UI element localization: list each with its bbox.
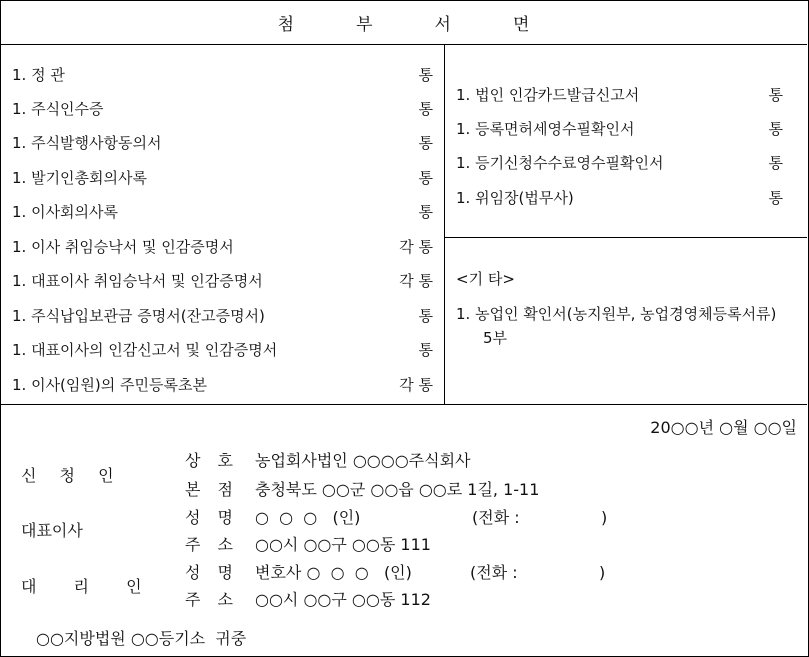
applicant-label: 신 청 인 xyxy=(21,466,114,485)
representative-phone: (전화 : ) xyxy=(472,508,608,527)
attachment-item: 1. 등록면허세영수필확인서 통 xyxy=(456,120,783,138)
attachment-item: 1. 이사(임원)의 주민등록초본 각 통 xyxy=(12,376,433,394)
representative-name-label: 성 명 xyxy=(185,508,233,527)
attachment-item: 1. 정 관 통 xyxy=(12,66,433,84)
title-divider xyxy=(0,44,807,45)
agent-phone: (전화 : ) xyxy=(470,563,606,582)
attachment-item: 1. 발기인총회의사록 통 xyxy=(12,169,433,187)
attachment-item: 1. 이사회의사록 통 xyxy=(12,203,433,221)
representative-address-label: 주 소 xyxy=(185,535,233,554)
company-name-label: 상 호 xyxy=(185,451,233,470)
head-office-address: 충청북도 ○○군 ○○읍 ○○로 1길, 1-11 xyxy=(255,480,540,499)
head-office-label: 본 점 xyxy=(185,480,233,499)
court-addressee: ○○지방법원 ○○등기소 귀중 xyxy=(36,629,247,648)
representative-name: ○ ○ ○ (인) xyxy=(255,508,361,527)
column-divider xyxy=(444,44,445,404)
date: 20○○년 ○월 ○○일 xyxy=(650,418,797,437)
title-char-4: 면 xyxy=(512,14,530,35)
representative-label: 대표이사 xyxy=(21,521,83,540)
other-item-quantity: 5부 xyxy=(483,329,508,347)
attachment-item: 1. 대표이사의 인감신고서 및 인감증명서 통 xyxy=(12,341,433,359)
title-char-2: 부 xyxy=(356,14,373,35)
agent-name: 변호사 ○ ○ ○ (인) xyxy=(255,563,412,582)
attachment-item: 1. 주식납입보관금 증명서(잔고증명서) 통 xyxy=(12,307,433,325)
agent-address: ○○시 ○○구 ○○동 112 xyxy=(255,590,431,609)
attachment-item: 1. 주식인수증 통 xyxy=(12,100,433,118)
attachments-divider xyxy=(0,404,807,405)
other-heading: <기 타> xyxy=(456,270,515,288)
agent-label: 대 리 인 xyxy=(21,577,142,596)
other-item: 1. 농업인 확인서(농지원부, 농업경영체등록서류) xyxy=(456,305,777,323)
document-title xyxy=(0,0,807,44)
other-section-divider xyxy=(444,237,807,238)
title-char-3: 서 xyxy=(434,14,451,35)
representative-address: ○○시 ○○구 ○○동 111 xyxy=(255,535,431,554)
attachment-item: 1. 주식발행사항동의서 통 xyxy=(12,134,433,152)
attachment-item: 1. 이사 취임승낙서 및 인감증명서 각 통 xyxy=(12,238,433,256)
attachment-item: 1. 법인 인감카드발급신고서 통 xyxy=(456,86,783,104)
company-name: 농업회사법인 ○○○○주식회사 xyxy=(255,451,471,470)
attachment-item: 1. 등기신청수수료영수필확인서 통 xyxy=(456,154,783,172)
agent-name-label: 성 명 xyxy=(185,563,233,582)
attachment-item: 1. 위임장(법무사) 통 xyxy=(456,189,783,207)
title-char-1: 첨 xyxy=(277,14,295,35)
attachment-item: 1. 대표이사 취임승낙서 및 인감증명서 각 통 xyxy=(12,272,433,290)
agent-address-label: 주 소 xyxy=(185,590,233,609)
